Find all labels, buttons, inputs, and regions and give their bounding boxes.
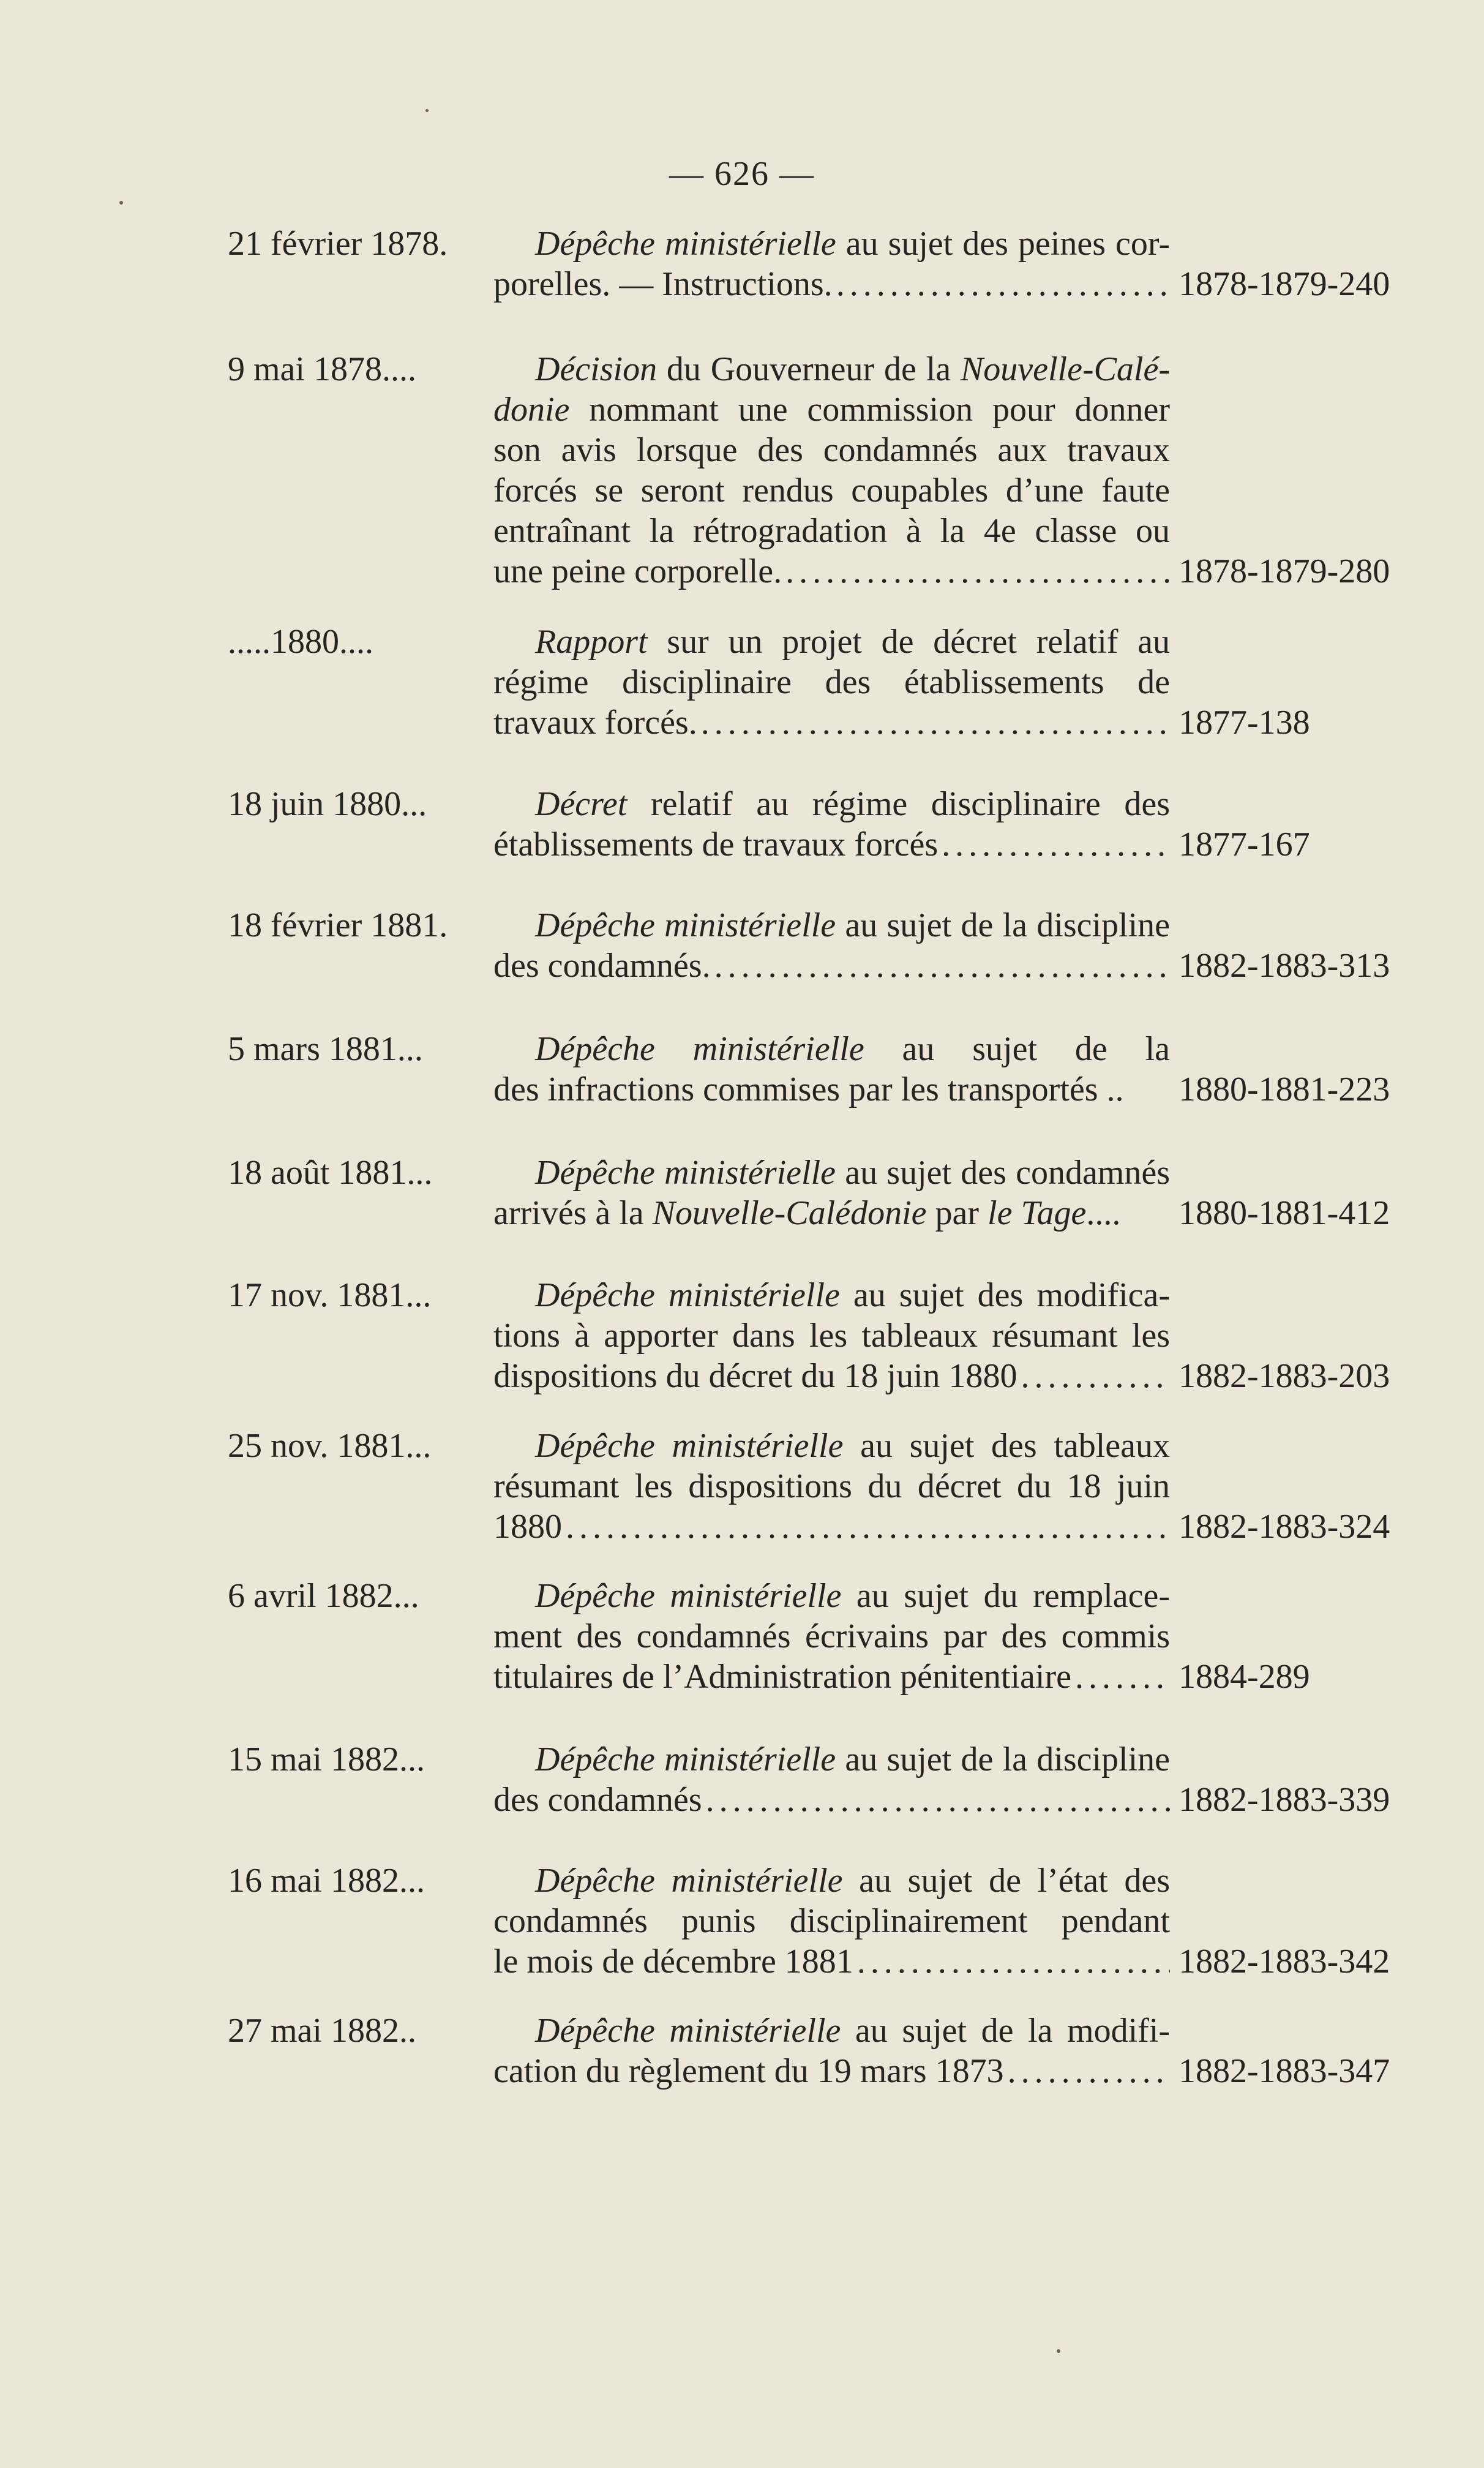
entry-date: 18 février 1881. bbox=[228, 906, 448, 944]
description-line bbox=[493, 264, 1170, 304]
text-run: .... bbox=[1086, 1194, 1121, 1232]
italic-text: Dépêche ministérielle bbox=[535, 906, 836, 944]
text-run: au sujet des peines cor- bbox=[836, 225, 1170, 263]
text-run: résumant les dispositions du décret du 18 juin bbox=[493, 1467, 1170, 1505]
line-text bbox=[493, 1780, 702, 1820]
text-run: titulaires de l’Administration pénitentiaire bbox=[493, 1658, 1071, 1696]
entry-description bbox=[493, 224, 1170, 304]
line-text bbox=[493, 824, 938, 865]
entry-description bbox=[493, 1739, 1170, 1820]
text-run: ment des condamnés écrivains par des commis bbox=[493, 1617, 1170, 1655]
description-line bbox=[493, 662, 1170, 702]
description-line bbox=[493, 702, 1170, 743]
entry-reference: 1882-1883-324 bbox=[1179, 1508, 1390, 1546]
text-run: au sujet de la modifi- bbox=[841, 2012, 1170, 2050]
text-run: une peine corporelle. bbox=[493, 552, 782, 590]
description-line bbox=[493, 470, 1170, 511]
entry-reference: 1882-1883-347 bbox=[1179, 2052, 1390, 2090]
description-line bbox=[493, 2051, 1170, 2091]
entry-reference: 1884-289 bbox=[1179, 1658, 1310, 1696]
description-line bbox=[493, 1069, 1170, 1110]
entry-reference: 1880-1881-223 bbox=[1179, 1070, 1390, 1108]
entry-description bbox=[493, 1275, 1170, 1396]
text-run: au sujet des modifica- bbox=[839, 1276, 1170, 1314]
italic-text: Dépêche ministérielle bbox=[535, 1577, 842, 1615]
description-line bbox=[493, 349, 1170, 389]
description-line bbox=[493, 430, 1170, 470]
text-run: par bbox=[926, 1194, 988, 1232]
text-run: le mois de décembre 1881 bbox=[493, 1943, 853, 1981]
text-run: régime disciplinaire des établissements de bbox=[493, 663, 1170, 701]
dot-leader bbox=[1075, 1657, 1170, 1697]
entry-description bbox=[493, 1860, 1170, 1982]
text-run: sur un projet de décret relatif au bbox=[647, 623, 1170, 661]
italic-text: Rapport bbox=[535, 623, 648, 661]
description-line bbox=[493, 1426, 1170, 1466]
entry-reference: 1882-1883-342 bbox=[1179, 1943, 1390, 1981]
text-run: au sujet de la bbox=[902, 1030, 1170, 1068]
italic-text: Dépêche ministérielle bbox=[535, 1740, 836, 1778]
text-run: arrivés à la bbox=[493, 1194, 653, 1232]
entry-date: 5 mars 1881... bbox=[228, 1030, 423, 1068]
text-run: porelles. — Instructions. bbox=[493, 265, 833, 303]
text-run: travaux forcés. bbox=[493, 704, 697, 742]
entry-description bbox=[493, 349, 1170, 592]
description-line bbox=[493, 1193, 1170, 1233]
text-run: 1880 bbox=[493, 1508, 562, 1546]
description-line bbox=[493, 784, 1170, 824]
italic-text: Dépêche ministérielle bbox=[535, 225, 836, 263]
italic-text: Dépêche ministérielle bbox=[535, 1427, 844, 1465]
entry-description bbox=[493, 622, 1170, 743]
text-run: forcés se seront rendus coupables d’une faute bbox=[493, 472, 1170, 510]
italic-text: Dépêche ministérielle bbox=[535, 1862, 843, 1900]
italic-text: Dépêche ministérielle bbox=[535, 1030, 864, 1068]
entry-date: 18 juin 1880... bbox=[228, 785, 427, 823]
italic-text: donie bbox=[493, 391, 570, 429]
description-line bbox=[493, 1356, 1170, 1396]
description-line bbox=[493, 824, 1170, 865]
description-line bbox=[493, 1941, 1170, 1982]
description-line bbox=[493, 1739, 1170, 1780]
entry-description bbox=[493, 1576, 1170, 1697]
description-line bbox=[493, 1315, 1170, 1356]
entry-date: .....1880.... bbox=[228, 623, 373, 661]
entry-reference: 1878-1879-240 bbox=[1179, 265, 1390, 303]
line-text bbox=[493, 264, 833, 304]
description-line bbox=[493, 1657, 1170, 1697]
text-run: cation du règlement du 19 mars 1873 bbox=[493, 2052, 1004, 2090]
description-line bbox=[493, 1029, 1170, 1069]
italic-text: Décret bbox=[535, 785, 628, 823]
entry-reference: 1882-1883-313 bbox=[1179, 947, 1390, 985]
description-line bbox=[493, 1507, 1170, 1547]
text-run: son avis lorsque des condamnés aux travaux bbox=[493, 431, 1170, 469]
text-run: des infractions commises par les transportés .. bbox=[493, 1070, 1124, 1108]
entry-date: 21 février 1878. bbox=[228, 225, 448, 263]
entry-date: 6 avril 1882... bbox=[228, 1577, 419, 1615]
line-text bbox=[493, 1941, 853, 1982]
dot-leader bbox=[857, 1941, 1170, 1982]
dot-leader bbox=[942, 824, 1170, 865]
text-run: dispositions du décret du 18 juin 1880 bbox=[493, 1357, 1017, 1395]
dot-leader bbox=[1021, 1356, 1170, 1396]
line-text bbox=[493, 702, 697, 743]
entry-reference: 1882-1883-339 bbox=[1179, 1781, 1390, 1819]
description-line bbox=[493, 1153, 1170, 1193]
entry-date: 15 mai 1882... bbox=[228, 1740, 425, 1778]
dot-leader bbox=[836, 264, 1170, 304]
description-line bbox=[493, 1616, 1170, 1657]
entry-description bbox=[493, 2011, 1170, 2091]
line-text bbox=[493, 2051, 1004, 2091]
text-run: au sujet des condamnés bbox=[836, 1154, 1170, 1192]
entry-reference: 1878-1879-280 bbox=[1179, 552, 1390, 590]
entry-date: 9 mai 1878.... bbox=[228, 350, 416, 388]
text-run: relatif au régime disciplinaire des bbox=[627, 785, 1170, 823]
entry-date: 16 mai 1882... bbox=[228, 1862, 425, 1900]
description-line bbox=[493, 1901, 1170, 1941]
italic-text: Dépêche ministérielle bbox=[535, 1276, 840, 1314]
line-text bbox=[493, 1507, 562, 1547]
paper-speck bbox=[119, 201, 123, 205]
dot-leader bbox=[701, 702, 1170, 743]
dot-leader bbox=[1008, 2051, 1170, 2091]
page-number: — 626 — bbox=[669, 155, 815, 193]
italic-text: Dépêche ministérielle bbox=[535, 1154, 836, 1192]
entry-description bbox=[493, 784, 1170, 865]
italic-text: Nouvelle-Calé- bbox=[960, 350, 1170, 388]
text-run: tions à apporter dans les tableaux résumant les bbox=[493, 1317, 1170, 1355]
description-line bbox=[493, 551, 1170, 592]
italic-text: le Tage bbox=[987, 1194, 1087, 1232]
text-run: du Gouverneur de la bbox=[657, 350, 961, 388]
entry-description bbox=[493, 1426, 1170, 1547]
entry-reference: 1880-1881-412 bbox=[1179, 1194, 1390, 1232]
text-run: condamnés punis disciplinairement pendant bbox=[493, 1902, 1170, 1940]
line-text bbox=[493, 1657, 1071, 1697]
description-line bbox=[493, 1780, 1170, 1820]
entry-description bbox=[493, 905, 1170, 986]
entry-description bbox=[493, 1029, 1170, 1110]
text-run: des condamnés. bbox=[493, 947, 711, 985]
text-run: au sujet de l’état des bbox=[842, 1862, 1170, 1900]
entry-description bbox=[493, 1153, 1170, 1233]
text-run: au sujet de la discipline bbox=[836, 906, 1170, 944]
description-line bbox=[493, 622, 1170, 662]
text-run: au sujet de la discipline bbox=[836, 1740, 1170, 1778]
entry-date: 17 nov. 1881... bbox=[228, 1276, 432, 1314]
description-line bbox=[493, 946, 1170, 986]
description-line bbox=[493, 1860, 1170, 1901]
text-run: entraînant la rétrogradation à la 4e classe ou bbox=[493, 512, 1170, 550]
text-run: nommant une commission pour donner bbox=[569, 391, 1170, 429]
dot-leader bbox=[785, 551, 1170, 592]
italic-text: Nouvelle-Calédonie bbox=[652, 1194, 927, 1232]
description-line bbox=[493, 905, 1170, 946]
description-line bbox=[493, 1466, 1170, 1507]
paper-speck bbox=[425, 109, 429, 112]
description-line bbox=[493, 224, 1170, 264]
italic-text: Décision bbox=[535, 350, 658, 388]
description-line bbox=[493, 1576, 1170, 1616]
line-text bbox=[493, 1356, 1017, 1396]
description-line bbox=[493, 511, 1170, 551]
description-line bbox=[493, 1275, 1170, 1315]
dot-leader bbox=[706, 1780, 1170, 1820]
description-line bbox=[493, 389, 1170, 430]
line-text bbox=[493, 551, 782, 592]
text-run: établissements de travaux forcés bbox=[493, 826, 939, 863]
entry-date: 27 mai 1882.. bbox=[228, 2012, 416, 2050]
line-text bbox=[493, 946, 711, 986]
entry-reference: 1882-1883-203 bbox=[1179, 1357, 1390, 1395]
italic-text: Dépêche ministérielle bbox=[535, 2012, 841, 2050]
text-run: au sujet du remplace- bbox=[841, 1577, 1170, 1615]
entry-date: 25 nov. 1881... bbox=[228, 1427, 432, 1465]
dot-leader bbox=[714, 946, 1170, 986]
entry-reference: 1877-167 bbox=[1179, 826, 1310, 863]
text-run: des condamnés bbox=[493, 1781, 702, 1819]
paper-speck bbox=[1057, 2349, 1060, 2353]
entry-reference: 1877-138 bbox=[1179, 704, 1310, 742]
dot-leader bbox=[566, 1507, 1170, 1547]
text-run: au sujet des tableaux bbox=[843, 1427, 1170, 1465]
entry-date: 18 août 1881... bbox=[228, 1154, 433, 1192]
description-line bbox=[493, 2011, 1170, 2051]
